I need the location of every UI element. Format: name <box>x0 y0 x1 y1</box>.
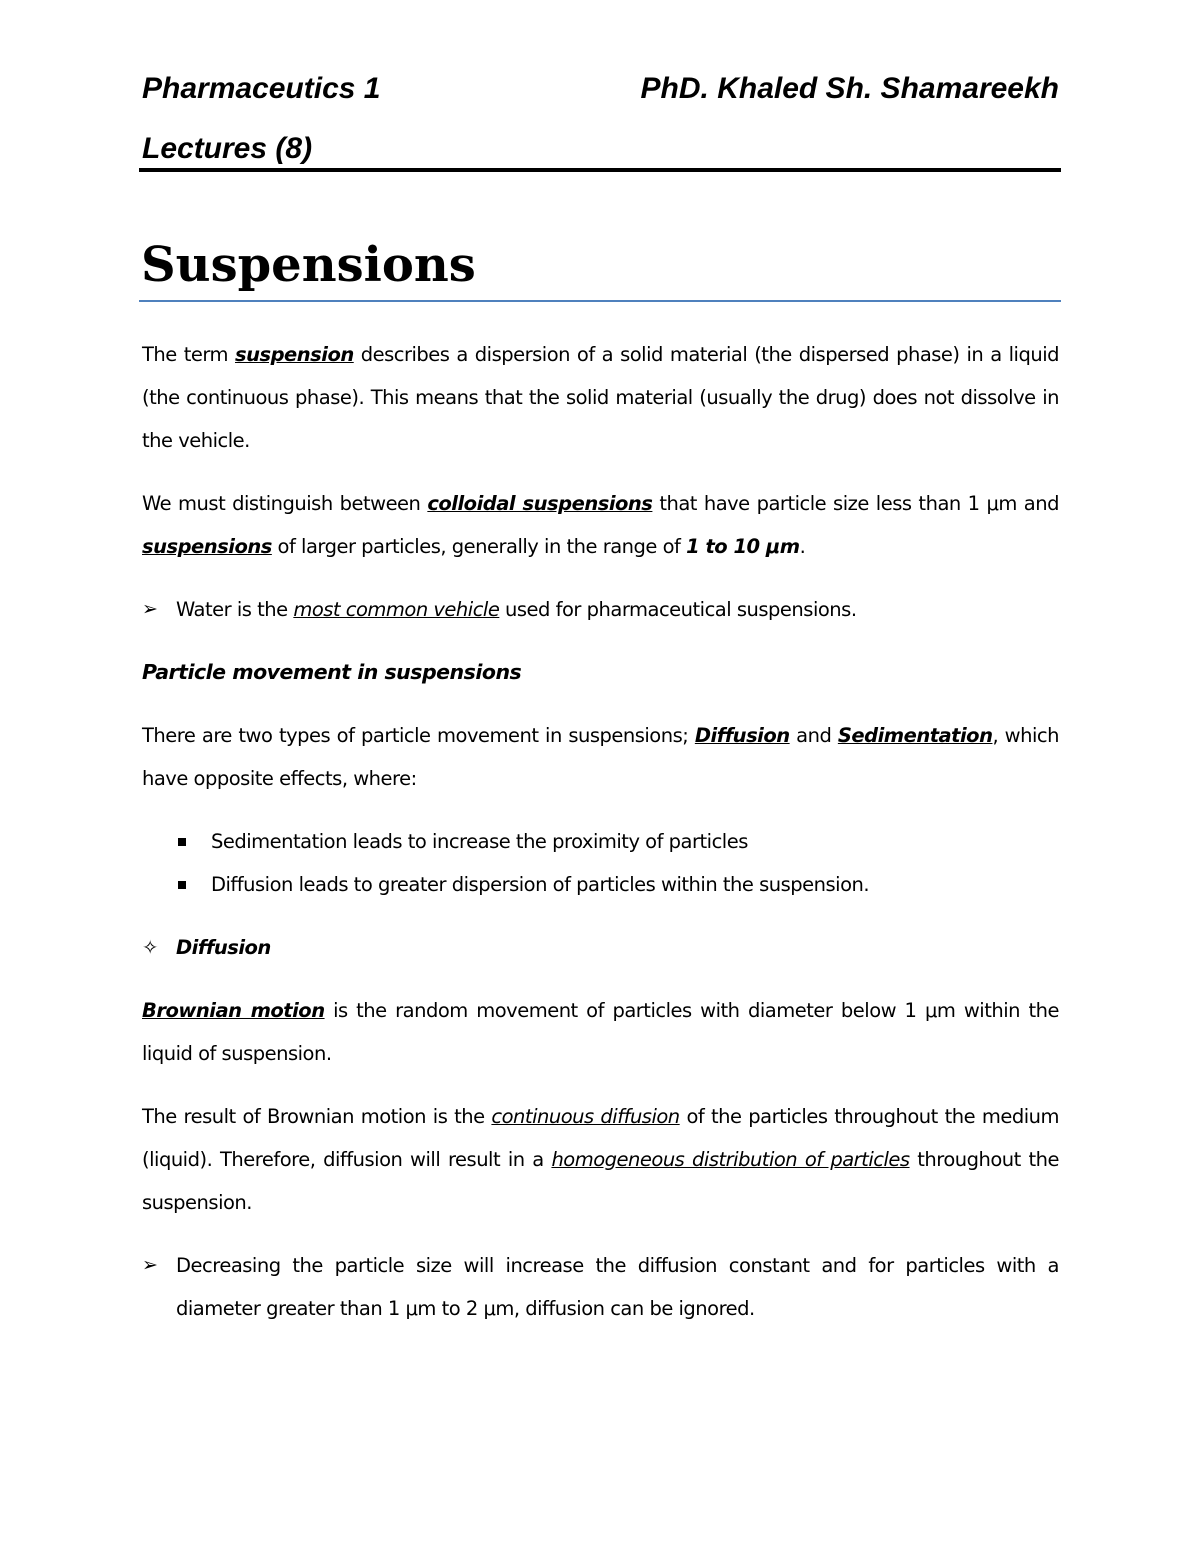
term-sedimentation: Sedimentation <box>837 724 993 747</box>
particle-range: 1 to 10 μm <box>686 535 800 558</box>
course-title: Pharmaceutics 1 <box>142 72 381 105</box>
document-body <box>142 333 1059 1350</box>
text-run: Water is the <box>176 598 294 621</box>
text-run: of the particles throughout the medium (liquid). Therefore, diffusion will result in a <box>142 1105 1059 1171</box>
paragraph-distinguish <box>142 482 1059 568</box>
page-title: Suspensions <box>141 237 476 293</box>
lecture-label: Lectures (8) <box>142 132 313 165</box>
term-brownian-motion: Brownian motion <box>142 999 325 1022</box>
arrow-point-particle-size <box>142 1244 1059 1330</box>
arrow-bullet-icon: ➢ <box>142 598 158 620</box>
square-bullet-icon <box>178 838 186 846</box>
text-run: . <box>799 535 806 558</box>
text-run: describes a dispersion of a solid material (the dispersed phase) in a liquid (the continuous phase). This means that the solid material (usually the drug) does not dissolve in the vehicle. <box>142 343 1059 452</box>
list-item <box>142 820 1059 863</box>
text-run: The term <box>142 343 235 366</box>
author-name: PhD. Khaled Sh. Shamareekh <box>640 72 1059 105</box>
paragraph-movement-types <box>142 714 1059 800</box>
term-homogeneous-distribution: homogeneous distribution of particles <box>551 1148 910 1171</box>
text-run: that have particle size less than 1 μm and <box>652 492 1059 515</box>
text-run: of larger particles, generally in the range of <box>271 535 687 558</box>
text-run: throughout the suspension. <box>142 1148 1059 1214</box>
text-run: There are two types of particle movement in suspensions; <box>142 724 695 747</box>
text-run: is the random movement of particles with diameter below 1 μm within the liquid of suspension. <box>142 999 1059 1065</box>
list-item <box>142 863 1059 906</box>
text-run: The result of Brownian motion is the <box>142 1105 492 1128</box>
list-item-text: Diffusion leads to greater dispersion of particles within the suspension. <box>211 873 870 896</box>
subsection-heading-diffusion <box>142 926 1059 969</box>
term-suspensions: suspensions <box>142 535 272 558</box>
text-run: We must distinguish between <box>142 492 428 515</box>
term-suspension: suspension <box>235 343 354 366</box>
term-most-common-vehicle: most common vehicle <box>293 598 500 621</box>
title-divider <box>139 300 1061 302</box>
arrow-point-water <box>142 588 1059 631</box>
paragraph-brownian <box>142 989 1059 1075</box>
text-run: and <box>789 724 838 747</box>
header-divider <box>139 168 1061 172</box>
term-colloidal-suspensions: colloidal suspensions <box>427 492 653 515</box>
text-run: , which have opposite effects, where: <box>142 724 1059 790</box>
square-bullet-icon <box>178 881 186 889</box>
subsection-label: Diffusion <box>176 936 271 959</box>
paragraph-brownian-result <box>142 1095 1059 1224</box>
effects-list <box>142 820 1059 906</box>
term-continuous-diffusion: continuous diffusion <box>491 1105 680 1128</box>
diamond-bullet-icon: ✧ <box>142 936 158 959</box>
section-heading-particle-movement: Particle movement in suspensions <box>142 660 522 684</box>
list-item-text: Sedimentation leads to increase the proximity of particles <box>211 830 748 853</box>
text-run: used for pharmaceutical suspensions. <box>499 598 857 621</box>
text-run: Decreasing the particle size will increase the diffusion constant and for particles with a diameter greater than 1 μm to 2 μm, diffusion can be ignored. <box>176 1254 1059 1320</box>
paragraph-definition <box>142 333 1059 462</box>
term-diffusion: Diffusion <box>694 724 790 747</box>
arrow-bullet-icon: ➢ <box>142 1254 158 1276</box>
